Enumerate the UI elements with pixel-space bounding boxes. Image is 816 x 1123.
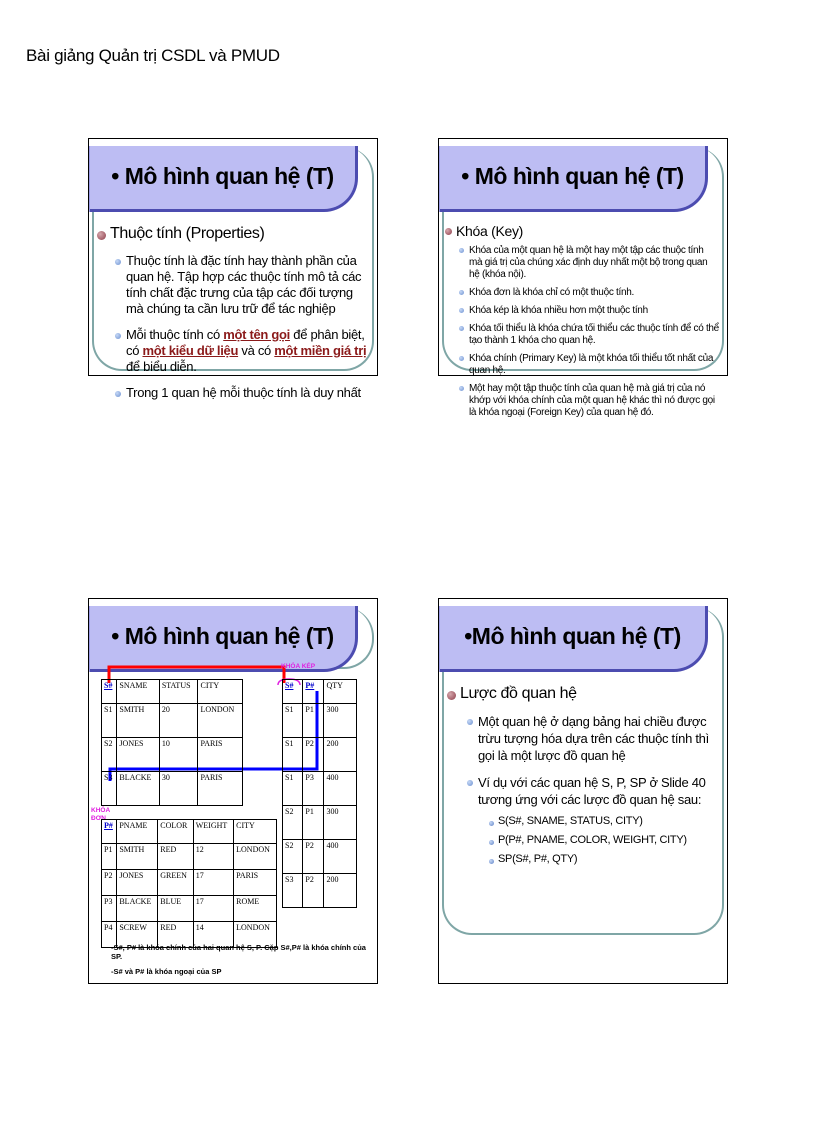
schema-item: P(P#, PNAME, COLOR, WEIGHT, CITY) [489,834,719,846]
table-cell: 20 [159,704,198,738]
table-cell: P2 [303,840,324,874]
list-item: Khóa chính (Primary Key) là một khóa tối thiểu tốt nhất của quan hệ. [459,353,719,377]
bullet-icon [459,248,464,253]
table-header-cell: SNAME [117,680,159,704]
slide-title: • Mô hình quan hệ (T) [90,606,358,672]
main-bullet [97,225,369,243]
table-row [283,806,357,840]
table-cell: S1 [102,704,117,738]
table-header-row [102,680,243,704]
table-cell: S1 [283,704,303,738]
table-cell: S1 [283,772,303,806]
table-cell: P4 [102,922,117,948]
bullet-icon [489,821,494,826]
table-cell: P1 [303,704,324,738]
slide-body [97,225,369,401]
bullet-icon [459,386,464,391]
table-header-cell: CITY [198,680,243,704]
table-cell: S3 [283,874,303,908]
slide-body [445,223,719,419]
table-cell: PARIS [198,738,243,772]
bullet-icon [115,333,121,339]
table-cell: PARIS [198,772,243,806]
bullet-icon [467,780,473,786]
table-cell: P2 [102,870,117,896]
slide-title: • Mô hình quan hệ (T) [90,146,358,212]
slide-keys [438,138,728,418]
table-cell: 17 [193,870,233,896]
simple-key-label: KHÓA ĐƠN [91,807,111,822]
table-cell: P3 [102,896,117,922]
sub-bullet-text: Trong 1 quan hệ mỗi thuộc tính là duy nhất [126,385,361,400]
table-cell: SMITH [117,844,158,870]
table-cell: S3 [102,772,117,806]
bullet-icon [115,259,121,265]
list-item: Khóa của một quan hệ là một hay một tập các thuộc tính mà giá trị của chúng xác định duy nhất một bộ trong quan hệ (khóa nội). [459,245,719,281]
table-cell: LONDON [198,704,243,738]
table-cell: 400 [324,772,357,806]
sub-bullet [115,385,369,401]
table-header-cell: P# [303,680,324,704]
table-row [283,772,357,806]
table-cell: GREEN [158,870,194,896]
bullet-icon [489,859,494,864]
table-cell: 300 [324,704,357,738]
table-cell: P2 [303,874,324,908]
table-cell: RED [158,844,194,870]
main-bullet-text: Khóa (Key) [456,223,524,239]
bullet-icon [447,691,456,700]
sub-bullet-text: Ví dụ với các quan hệ S, P, SP ở Slide 40 tương ứng với các lược đồ quan hệ sau: [478,775,706,807]
table-cell: S2 [283,806,303,840]
main-bullet [447,685,719,703]
schema-item: SP(S#, P#, QTY) [489,853,719,865]
p-relation-table [101,819,277,948]
table-header-cell: P# [102,820,117,844]
schema-item: S(S#, SNAME, STATUS, CITY) [489,815,719,827]
bullet-icon [489,840,494,845]
table-cell: 10 [159,738,198,772]
table-header-cell: CITY [234,820,277,844]
sub-bullet [115,253,369,317]
table-header-cell: WEIGHT [193,820,233,844]
table-cell: SMITH [117,704,159,738]
list-item: Khóa đơn là khóa chỉ có một thuộc tính. [459,287,719,299]
table-cell: 400 [324,840,357,874]
table-cell: S1 [283,738,303,772]
sub-bullet [115,327,369,375]
table-cell: PARIS [234,870,277,896]
table-cell: 17 [193,896,233,922]
table-row [283,840,357,874]
table-cell: S2 [283,840,303,874]
table-cell: BLUE [158,896,194,922]
bullet-icon [459,308,464,313]
bullet-icon [115,391,121,397]
table-cell: RED [158,922,194,948]
bullet-icon [467,719,473,725]
table-header-cell: QTY [324,680,357,704]
table-row [283,874,357,908]
table-cell: BLACKE [117,772,159,806]
table-cell: JONES [117,738,159,772]
table-row [102,870,277,896]
table-cell: P3 [303,772,324,806]
table-header-cell: S# [283,680,303,704]
list-item: Khóa kép là khóa nhiều hơn một thuộc tính [459,305,719,317]
table-header-cell: COLOR [158,820,194,844]
composite-key-label: KHÓA KÉP [281,663,316,670]
table-row [102,704,243,738]
table-header-row [283,680,357,704]
table-cell: 200 [324,874,357,908]
slide-properties [88,138,378,400]
list-item: Khóa tối thiểu là khóa chứa tối thiểu các thuộc tính để có thể tạo thành 1 khóa cho quan hệ. [459,323,719,347]
table-cell: 12 [193,844,233,870]
slide-title: • Mô hình quan hệ (T) [440,146,708,212]
table-cell: 14 [193,922,233,948]
table-cell: ROME [234,896,277,922]
sub-bullet-text: Thuộc tính là đặc tính hay thành phần của quan hệ. Tập hợp các thuộc tính mô tả các tính chất đặc trưng của tập các đối tượng mà chúng ta cần lưu trữ để tác nghiệp [126,253,362,316]
sub-bullet [467,774,719,808]
table-cell: 300 [324,806,357,840]
table-cell: P1 [303,806,324,840]
table-header-cell: STATUS [159,680,198,704]
table-cell: P2 [303,738,324,772]
table-cell: LONDON [234,844,277,870]
table-cell: JONES [117,870,158,896]
bullet-icon [459,326,464,331]
sub-bullet-text: Mỗi thuộc tính có một tên gọi để phân biệt, có một kiểu dữ liệu và có một miền giá trị để biểu diễn. [126,327,367,374]
bullet-icon [97,231,106,240]
table-row [102,844,277,870]
table-cell: 30 [159,772,198,806]
key-definitions-list [445,245,719,419]
main-bullet-text: Thuộc tính (Properties) [110,225,265,242]
table-row [283,738,357,772]
table-row [102,738,243,772]
page-header: Bài giảng Quản trị CSDL và PMUD [26,46,280,65]
main-bullet [445,223,719,239]
table-cell: LONDON [234,922,277,948]
slide-relation-example [88,598,378,984]
table-row [102,896,277,922]
caption-primary-keys: -S#, P# là khóa chính của hai quan hệ S, P. Cặp S#,P# là khóa chính của SP. [111,943,366,961]
s-relation-table [101,679,243,806]
main-bullet-text: Lược đồ quan hệ [460,685,577,702]
slide-relation-schema [438,598,728,984]
sub-bullet-text: Một quan hệ ở dạng bảng hai chiều được trừu tượng hóa dựa trên các thuộc tính thì gọi là một lược đồ quan hệ [478,714,709,763]
table-header-cell: S# [102,680,117,704]
table-row [102,772,243,806]
bullet-icon [445,228,452,235]
table-cell: P1 [102,844,117,870]
sub-bullet [467,713,719,764]
slide-body [447,685,719,865]
caption-foreign-keys: -S# và P# là khóa ngoại của SP [111,967,222,976]
sp-relation-table [282,679,357,908]
table-header-cell: PNAME [117,820,158,844]
slide-title: •Mô hình quan hệ (T) [440,606,708,672]
table-row [283,704,357,738]
list-item: Một hay một tập thuộc tính của quan hệ mà giá trị của nó khớp với khóa chính của một quan hệ khác thì nó được gọi là khóa ngoại (Foreign Key) của quan hệ đó. [459,383,719,419]
table-cell: S2 [102,738,117,772]
bullet-icon [459,290,464,295]
table-cell: 200 [324,738,357,772]
table-cell: BLACKE [117,896,158,922]
table-header-row [102,820,277,844]
bullet-icon [459,356,464,361]
table-cell: SCREW [117,922,158,948]
